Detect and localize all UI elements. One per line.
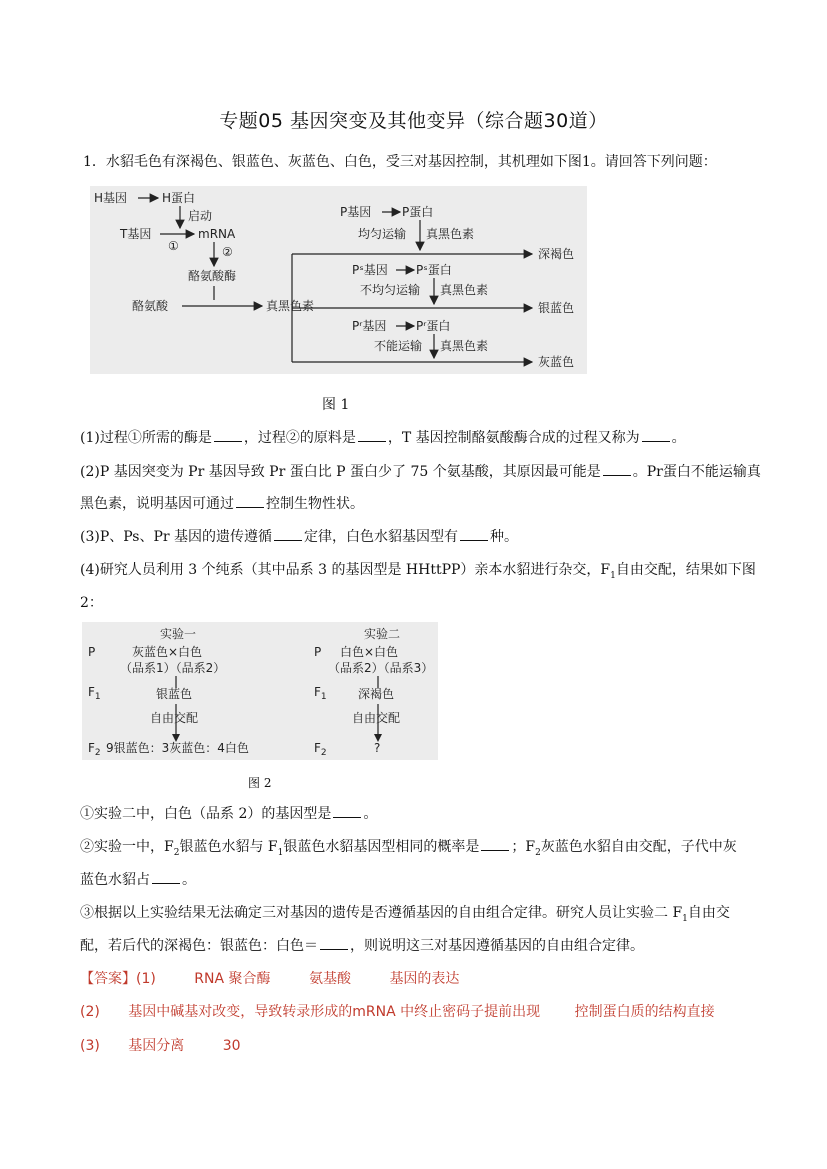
answer-row-2: (2) 基因中碱基对改变，导致转录形成的mRNA 中终止密码子提前出现 控制蛋白质的结构直接 — [80, 1004, 715, 1020]
f2-label-2: $F_2$ — [314, 741, 327, 758]
gray-blue: 灰蓝色 — [538, 355, 575, 369]
figure-2-caption: 图 2 — [248, 776, 272, 790]
cannot-transport: 不能运输 — [374, 339, 423, 353]
mrna-label: mRNA — [198, 227, 236, 241]
exp2-lines: （品系2）（品系3） — [328, 661, 434, 675]
ps-protein: Pˢ蛋白 — [416, 263, 452, 277]
circle-1: ① — [168, 239, 179, 253]
exp1-title: 实验一 — [160, 627, 197, 641]
enzyme-label: 酪氨酸酶 — [188, 269, 237, 283]
question-1-4-2b: 蓝色水貂占 。 — [80, 872, 196, 888]
exp1-cross: 灰蓝色×白色 — [132, 645, 203, 659]
question-1-1: (1)过程①所需的酶是 ，过程②的原料是 ，T 基因控制酪氨酸酶合成的过程又称为 。 — [80, 430, 686, 446]
f1-label-2: $F_1$ — [314, 685, 327, 702]
circle-2: ② — [222, 245, 233, 259]
question-1-4-3a: ③根据以上实验结果无法确定三对基因的遗传是否遵循基因的自由组合定律。研究人员让实验二 $F_1$自由交 — [80, 905, 730, 924]
question-1-2a: (2)P 基因突变为 Pr 基因导致 Pr 蛋白比 P 蛋白少了 75 个氨基酸，其原因最可能是 。Pr蛋白不能运输真 — [80, 464, 761, 480]
tyrosine-label: 酪氨酸 — [132, 299, 169, 313]
answer-row-1: 【答案】(1) RNA 聚合酶 氨基酸 基因的表达 — [80, 968, 459, 988]
start-label: 启动 — [188, 209, 213, 223]
ps-gene: Pˢ基因 — [352, 263, 388, 277]
uniform-transport: 均匀运输 — [358, 227, 407, 241]
exp2-f2: ? — [374, 741, 381, 755]
h-protein: H蛋白 — [162, 191, 196, 205]
h-gene: H基因 — [94, 191, 128, 205]
melanin-center: 真黑色素 — [266, 299, 315, 313]
pr-protein: Pʳ蛋白 — [416, 319, 451, 333]
mating-1: 自由交配 — [150, 711, 199, 725]
nonuniform-transport: 不均匀运输 — [360, 283, 421, 297]
figure-2 — [82, 622, 438, 760]
question-1-4-3b: 配，若后代的深褐色：银蓝色：白色＝ ，则说明这三对基因遵循基因的自由组合定律。 — [80, 938, 644, 954]
figure-2-diagram — [82, 622, 438, 760]
silver-blue: 银蓝色 — [538, 301, 575, 315]
question-1-2b: 黑色素，说明基因可通过 控制生物性状。 — [80, 496, 364, 512]
question-1-3: (3)P、Ps、Pr 基因的遗传遵循 定律，白色水貂基因型有 种。 — [80, 529, 519, 545]
f2-label-1: $F_2$ — [88, 741, 101, 758]
question-1-4a: (4)研究人员利用 3 个纯系（其中品系 3 的基因型是 HHttPP）亲本水貂进行杂交，$F_1$自由交配，结果如下图 — [80, 562, 756, 581]
answer-label: 【答案】 — [80, 971, 136, 987]
mating-2: 自由交配 — [352, 711, 401, 725]
figure-1-diagram — [90, 186, 587, 374]
f1-label-1: $F_1$ — [88, 685, 101, 702]
exp1-f2: 9银蓝色：3灰蓝色：4白色 — [106, 741, 249, 755]
figure-1-caption: 图 1 — [322, 397, 350, 413]
question-intro: 1．水貂毛色有深褐色、银蓝色、灰蓝色、白色，受三对基因控制，其机理如下图1。请回答下列问题： — [83, 154, 717, 170]
exp1-lines: （品系1）（品系2） — [120, 661, 226, 675]
exp2-f1: 深褐色 — [358, 687, 395, 701]
answer-row-3: (3) 基因分离 30 — [80, 1038, 241, 1054]
question-1-4-2a: ②实验一中，$F_2$银蓝色水貂与 $F_1$银蓝色水貂基因型相同的概率是 ；$F_2$灰蓝色水貂自由交配，子代中灰 — [80, 839, 737, 858]
page-title: 专题05 基因突变及其他变异（综合题30道） — [219, 110, 608, 132]
p-label-2: P — [314, 645, 322, 659]
question-1-4-1: ①实验二中，白色（品系 2）的基因型是 。 — [80, 806, 378, 822]
dark-brown: 深褐色 — [538, 247, 575, 261]
melanin-ps: 真黑色素 — [440, 283, 489, 297]
p-gene: P基因 — [340, 205, 372, 219]
melanin-p: 真黑色素 — [426, 227, 475, 241]
exp2-cross: 白色×白色 — [340, 645, 399, 659]
melanin-pr: 真黑色素 — [440, 339, 489, 353]
exp1-f1: 银蓝色 — [156, 687, 193, 701]
figure-1 — [90, 186, 587, 374]
exp2-title: 实验二 — [364, 627, 401, 641]
t-gene: T基因 — [120, 227, 152, 241]
pr-gene: Pʳ基因 — [352, 319, 387, 333]
p-protein: P蛋白 — [402, 205, 434, 219]
p-label-1: P — [88, 645, 96, 659]
question-1-4b: 2： — [80, 595, 103, 611]
